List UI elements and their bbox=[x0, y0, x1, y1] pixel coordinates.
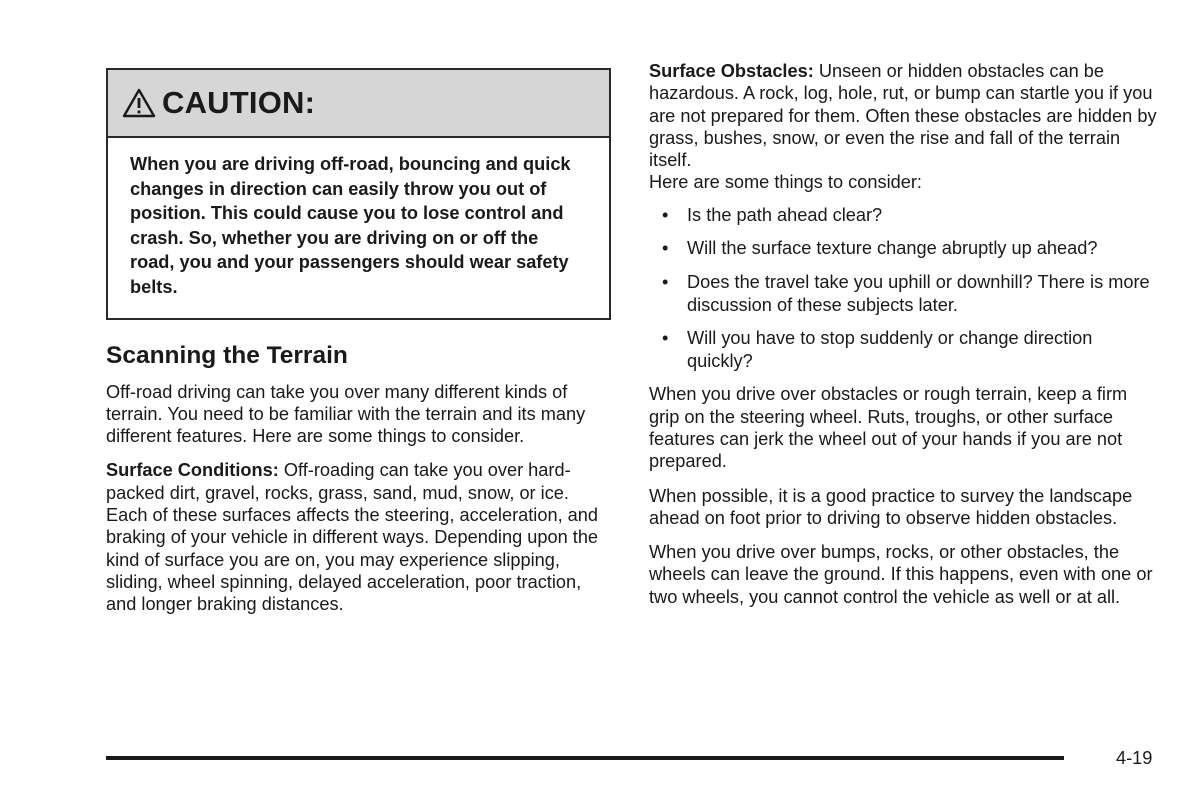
list-item: • Does the travel take you uphill or downhill? There is more discussion of these subjects later. bbox=[662, 271, 1150, 315]
surface-conditions-term: Surface Conditions: bbox=[106, 460, 279, 481]
list-item: • Will you have to stop suddenly or change direction quickly? bbox=[662, 328, 1093, 371]
section-heading: Scanning the Terrain bbox=[106, 341, 348, 369]
rough-terrain-paragraph: When you drive over obstacles or rough terrain, keep a firm grip on the steering wheel. Ruts, troughs, or other surface features can jerk the wheel out of your hands if you are not prepared. bbox=[649, 384, 1128, 472]
footer-rule bbox=[106, 756, 1064, 760]
considerations-lead-in: Here are some things to consider: bbox=[649, 172, 922, 193]
surface-obstacles-text: Unseen or hidden obstacles can be hazardous. A rock, log, hole, rut, or bump can startle you if you are not prepared for them. Often these obstacles are hidden by grass, bushes, snow, or even the rise and fall of the terrain itself. bbox=[649, 61, 1157, 171]
bullet-icon: • bbox=[662, 328, 669, 349]
left-column bbox=[106, 68, 611, 628]
considerations-list bbox=[649, 204, 1159, 373]
right-column bbox=[649, 60, 1159, 620]
surface-obstacles-paragraph bbox=[649, 60, 1159, 171]
caution-header bbox=[108, 70, 609, 138]
wheels-paragraph: When you drive over bumps, rocks, or other obstacles, the wheels can leave the ground. If this happens, even with one or two wheels, you cannot control the vehicle as well or at all. bbox=[649, 542, 1153, 607]
list-item: • Will the surface texture change abruptly up ahead? bbox=[662, 238, 1098, 259]
surface-conditions-paragraph bbox=[106, 459, 611, 615]
intro-paragraph: Off-road driving can take you over many different kinds of terrain. You need to be familiar with the terrain and its many different features. Here are some things to consider. bbox=[106, 381, 586, 447]
bullet-icon: • bbox=[662, 238, 669, 259]
surface-conditions-text: Off-roading can take you over hard-packed dirt, gravel, rocks, grass, sand, mud, snow, or ice. Each of these surfaces affects the steering, acceleration, and braking of your vehicle in different ways. Depending upon the kind of surface you are on, you may experience slipping, sliding, wheel spinning, delayed acceleration, poor traction, and longer braking distances. bbox=[106, 460, 599, 615]
bullet-icon: • bbox=[662, 271, 669, 292]
caution-text: When you are driving off-road, bouncing and quick changes in direction can easily throw you out of position. This could cause you to lose control and crash. So, whether you are driving on or off the road, you and your passengers should wear safety belts. bbox=[130, 154, 571, 297]
list-item: • Is the path ahead clear? bbox=[662, 204, 883, 225]
bullet-icon: • bbox=[662, 204, 669, 225]
surface-obstacles-term: Surface Obstacles: bbox=[649, 61, 814, 81]
caution-title: CAUTION: bbox=[162, 85, 316, 120]
survey-paragraph: When possible, it is a good practice to survey the landscape ahead on foot prior to driving to observe hidden obstacles. bbox=[649, 485, 1133, 528]
caution-box bbox=[106, 68, 611, 320]
warning-triangle-icon bbox=[122, 88, 156, 118]
page-number: 4-19 bbox=[1116, 748, 1153, 768]
